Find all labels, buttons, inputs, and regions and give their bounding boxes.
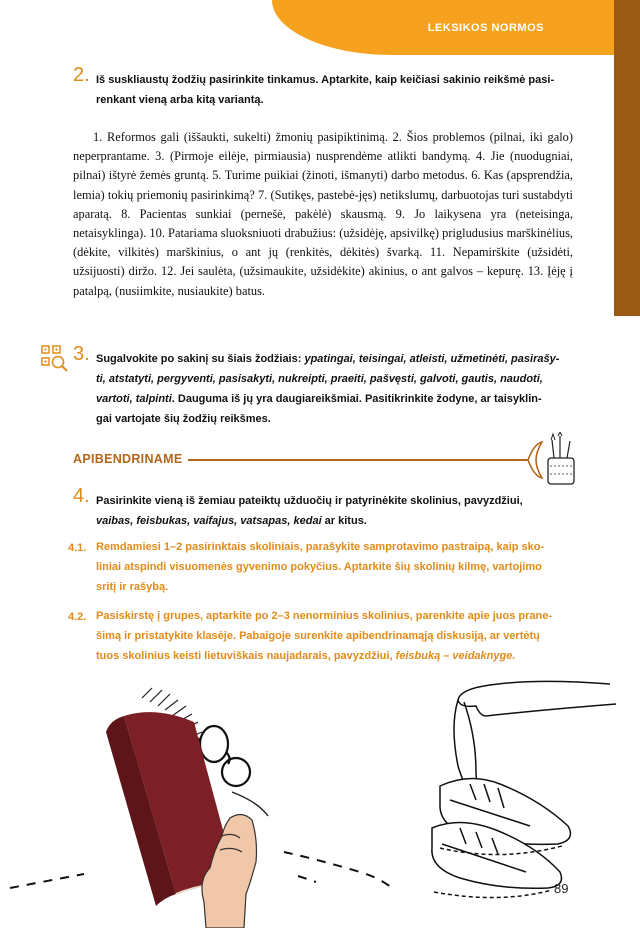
task-3-instruction [96, 349, 576, 429]
task-2-body: 1. Reformos gali (iššaukti, sukelti) žmonių pasipiktinimą. 2. Šios problemos (pilnai, iki galo) neperprantame. 3. (Pirmoje eilėje, pirmiausia) nusprendėme atlikti bandymą. 4. Jie (nuodugniai, pilnai) ištyrė žemės gruntą. 5. Turime puikiai (žinoti, išmanyti) darbo metodus. 6. Kas (apsprendžia, lemia) tokių priemonių pasirinkimą? 7. (Sutikęs, pastebė-jęs) netikslumų, darbuotojas turi sustabdyti aparatą. 8. Pacientas sunkiai (pernešė, pakėlė) skausmą. 9. Jo laikysena yra (neteisinga, netaisyklinga). 10. Patariama sluoksniuoti drabužius: (užsidėję, apsivilkę) prigludusius marškinėlius, (dėkite, vilkitės) marškinius, o ant jų (renkitės, dėkitės) švarką. 11. Nepamirškite (užsidėti, užsijuosti) diržo. 12. Jei saulėta, (užsimaukite, užsidėkite) akinius, o ant galvos – kepurę. 13. Įėję į patalpą, (nusiimkite, nusiaukite) batus. [73, 130, 573, 298]
subtask-4-2-text [96, 606, 576, 666]
subtask-4-1-line2: liniai atspindi visuomenės gyvenimo pokyčius. Aptarkite šių skolinių kilmę, vartojimo [96, 561, 542, 573]
section-label: LEKSIKOS NORMOS [427, 22, 544, 34]
subtask-4-2-line2: šimą ir pristatykite klasėje. Pabaigoje surenkite apibendrinamąją diskusiją, ar vertėtų [96, 630, 540, 642]
task-3-line4: gai vartojate šių žodžių reikšmes. [96, 413, 271, 425]
section-divider [188, 459, 528, 461]
arm-outline [484, 681, 610, 686]
subtask-4-2-line3: tuos skolinius keisti lietuviškais naujadarais, pavyzdžiui, [96, 650, 396, 662]
subtask-4-1-number: 4.1. [68, 542, 87, 554]
task-3-words-line2: ti, atstatyti, pergyventi, pasisakyti, nukreipti, praeiti, pašvęsti, galvoti, gautis, naudoti, [96, 373, 543, 385]
task-2-instruction-line1: Iš suskliaustų žodžių pasirinkite tinkamus. Aptarkite, kaip keičiasi sakinio reikšmė pasi- [96, 74, 555, 86]
dashed-path [280, 838, 400, 898]
side-strip [614, 0, 640, 316]
pencil-cup-icon [520, 432, 584, 488]
task-2-number: 2. [73, 64, 90, 86]
subtask-4-1-line3: sritį ir rašybą. [96, 581, 169, 593]
qr-search-icon [40, 344, 70, 374]
reader-with-book-illustration [0, 680, 320, 928]
subtask-4-1-text [96, 537, 576, 597]
subtask-4-1-line1: Remdamiesi 1–2 pasirinktais skoliniais, parašykite samprotavimo pastraipą, kaip sko- [96, 541, 545, 553]
subtask-4-2-number: 4.2. [68, 611, 87, 623]
task-3-number: 3. [73, 343, 90, 365]
task-4-line2-rest: ar kitus. [321, 515, 367, 527]
subtask-4-2-line1: Pasiskirstę į grupes, aptarkite po 2–3 nenorminius skolinius, parenkite apie juos prane- [96, 610, 553, 622]
task-2-instruction [96, 70, 576, 110]
subtask-4-2-example: feisbuką – veidaknyge. [395, 650, 516, 662]
task-4-line1: Pasirinkite vieną iš žemiau pateiktų užduočių ir patyrinėkite skolinius, pavyzdžiui, [96, 495, 523, 507]
task-3-lead: Sugalvokite po sakinį su šiais žodžiais: [96, 353, 305, 365]
hand-outline [458, 686, 486, 716]
header-tab [272, 0, 614, 55]
page-number: 89 [554, 881, 569, 896]
section-title: APIBENDRINAME [73, 452, 183, 466]
task-2-instruction-line2: renkant vieną arba kitą variantą. [96, 94, 264, 106]
task-4-instruction [96, 491, 576, 531]
task-4-examples: vaibas, feisbukas, vaifajus, vatsapas, kedai [96, 515, 322, 527]
task-3-words-line3: vartoti, talpinti [96, 393, 172, 405]
task-3-line3-rest: . Dauguma iš jų yra daugiareikšmiai. Pasitikrinkite žodyne, ar taisyklin- [171, 393, 542, 405]
task-3-words: ypatingai, teisingai, atleisti, užmetinėti, pasirašy- [304, 353, 560, 365]
task-4-number: 4. [73, 485, 90, 507]
